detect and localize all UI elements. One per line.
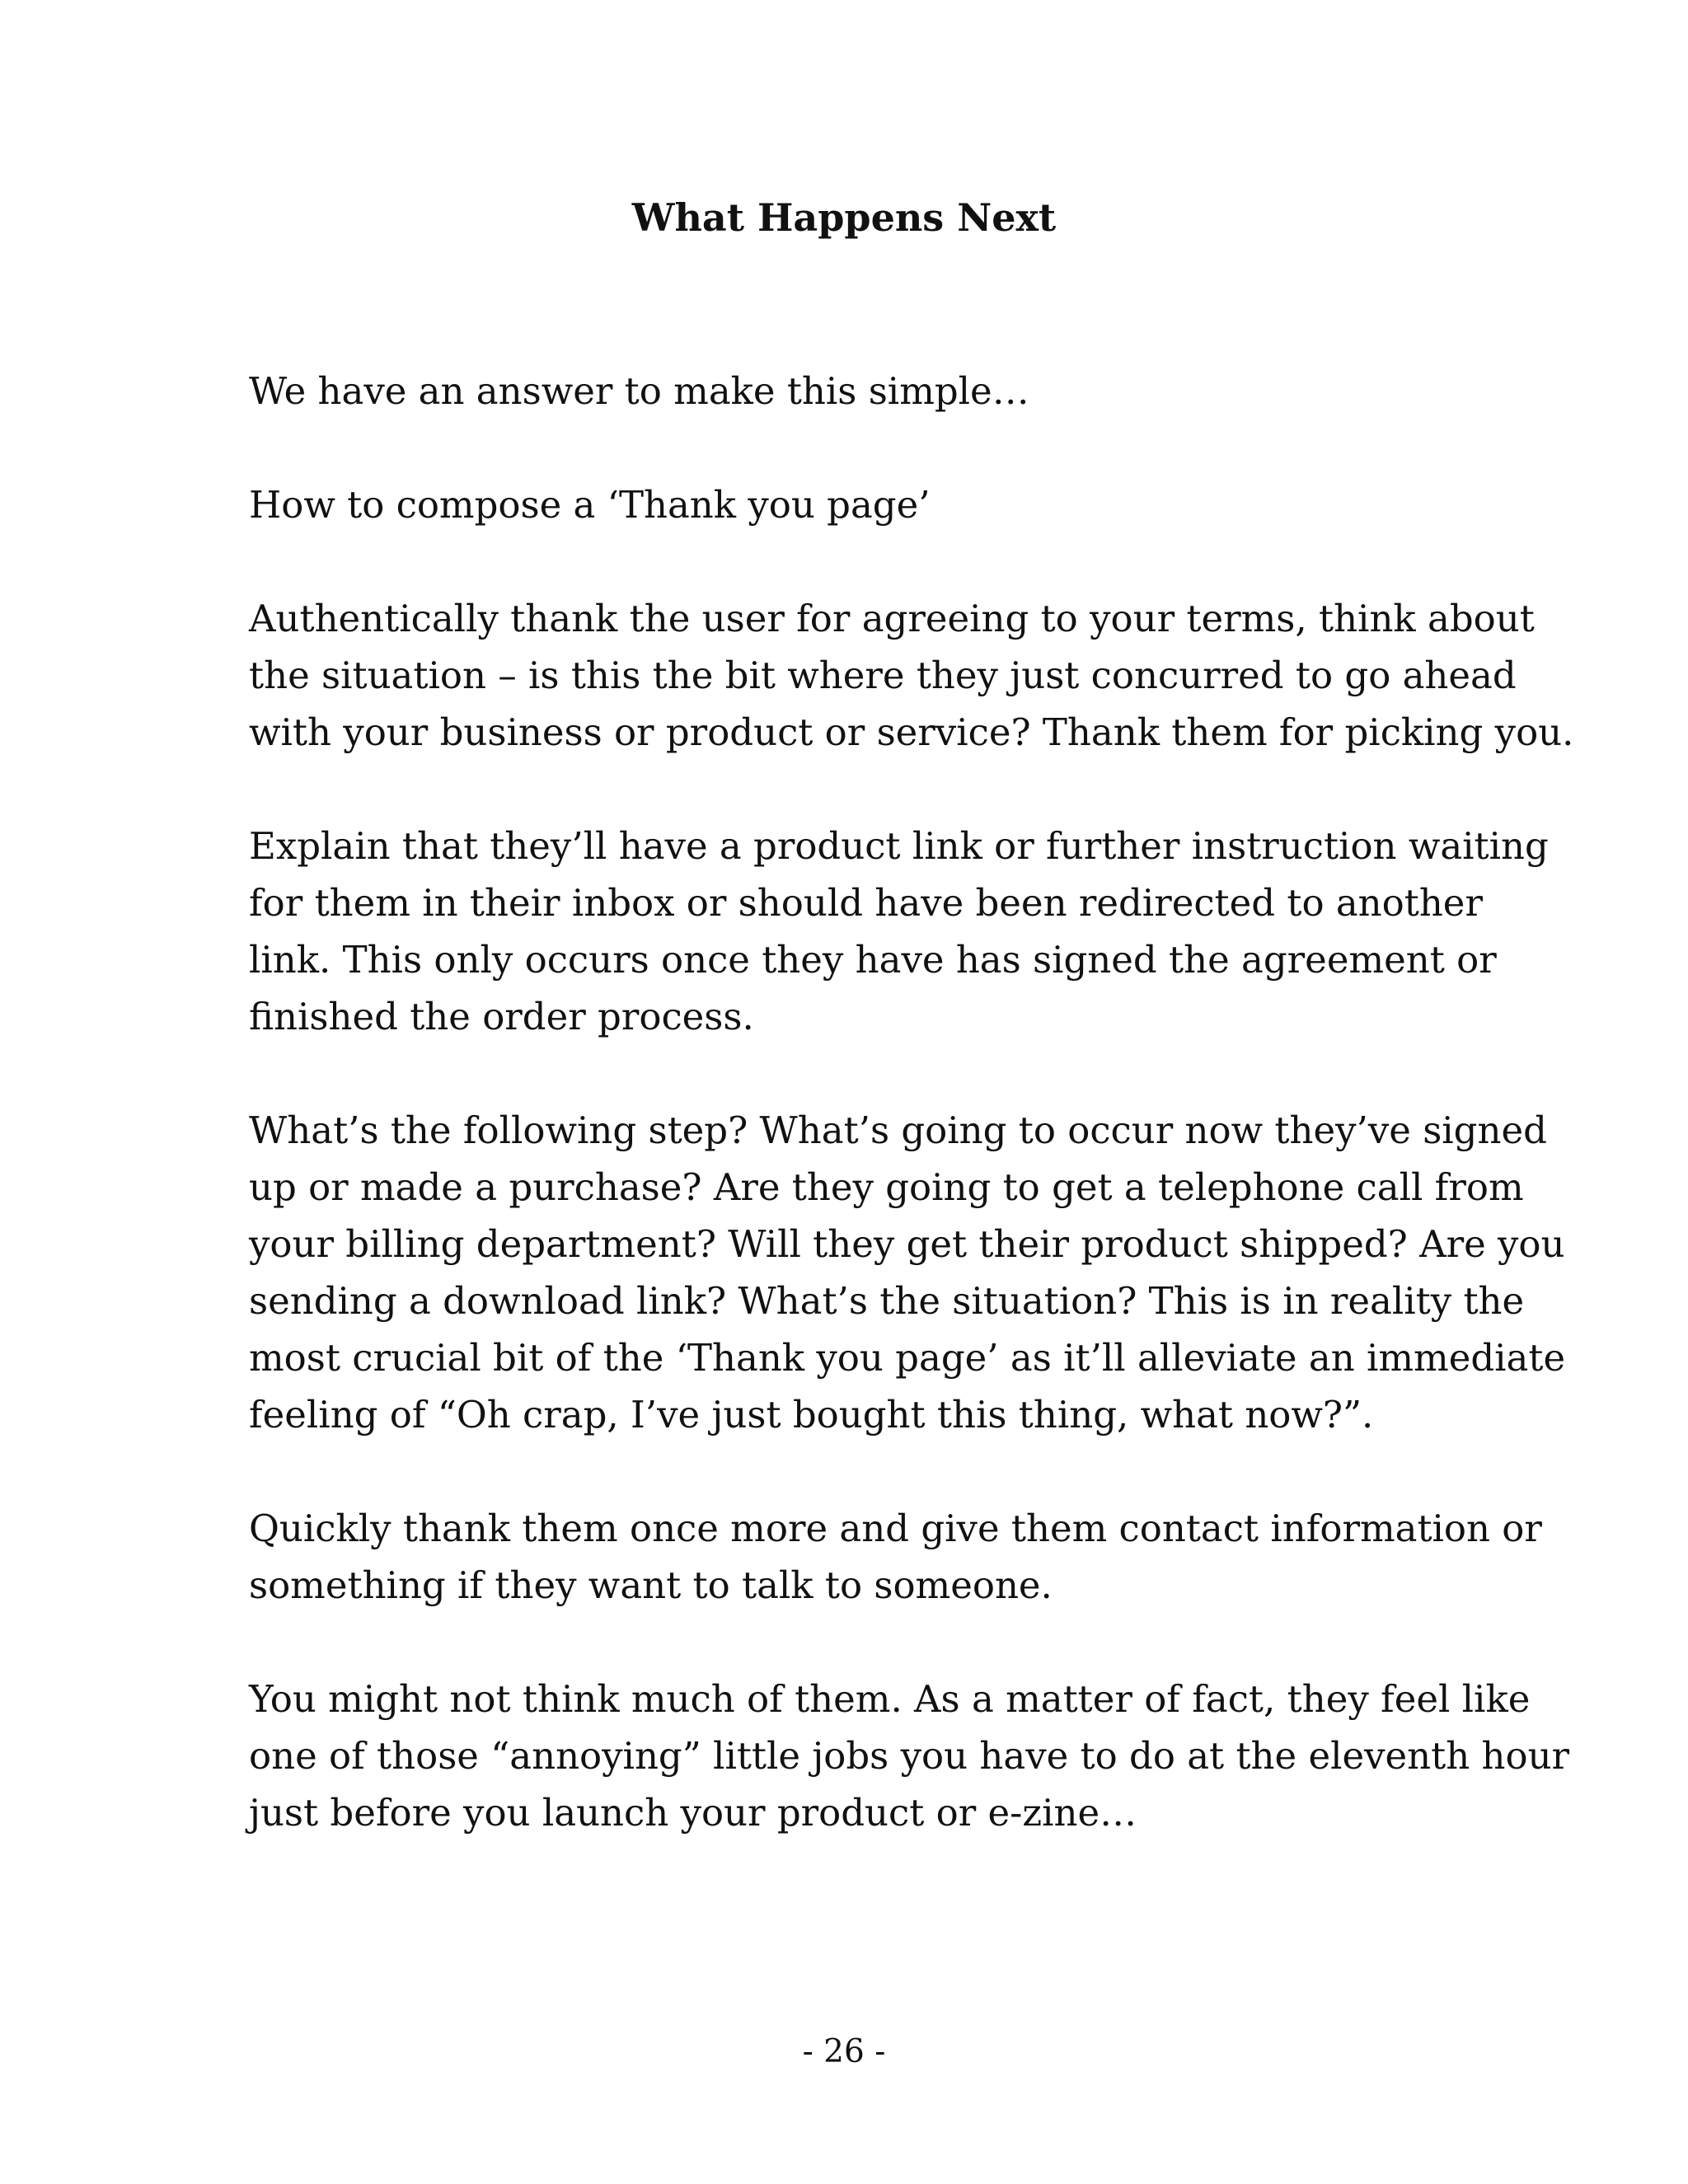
- text-line: link. This only occurs once they have has signed the agreement or: [249, 938, 1497, 982]
- text-line: Explain that they’ll have a product link or further instruction waiting: [249, 824, 1549, 868]
- paragraph: [249, 590, 1574, 761]
- paragraph: [249, 1102, 1566, 1443]
- page-number: - 26 -: [802, 2033, 886, 2070]
- text-line: How to compose a ‘Thank you page’: [249, 483, 931, 527]
- text-line: your billing department? Will they get their product shipped? Are you: [249, 1222, 1565, 1266]
- paragraph: [249, 476, 1485, 533]
- text-line: for them in their inbox or should have been redirected to another: [249, 881, 1483, 925]
- text-line: finished the order process.: [249, 995, 754, 1038]
- text-line: one of those “annoying” little jobs you have to do at the eleventh hour: [249, 1734, 1570, 1778]
- text-line: most crucial bit of the ‘Thank you page’ as it’ll alleviate an immediate: [249, 1336, 1566, 1380]
- text-line: feeling of “Oh crap, I’ve just bought this thing, what now?”.: [249, 1393, 1374, 1436]
- text-line: You might not think much of them. As a matter of fact, they feel like: [249, 1677, 1531, 1721]
- text-line: sending a download link? What’s the situation? This is in reality the: [249, 1279, 1525, 1323]
- paragraph: [249, 1500, 1542, 1614]
- text-line: with your business or product or service? Thank them for picking you.: [249, 710, 1574, 754]
- paragraph: [249, 818, 1549, 1045]
- text-line: Authentically thank the user for agreeing to your terms, think about: [249, 597, 1535, 640]
- text-line: the situation – is this the bit where they just concurred to go ahead: [249, 654, 1517, 697]
- paragraph: [249, 1671, 1570, 1841]
- text-line: up or made a purchase? Are they going to get a telephone call from: [249, 1165, 1524, 1209]
- text-line: just before you launch your product or e-zine…: [249, 1791, 1137, 1835]
- text-line: What’s the following step? What’s going to occur now they’ve signed: [249, 1108, 1547, 1152]
- text-line: Quickly thank them once more and give them contact information or: [249, 1507, 1542, 1550]
- text-line: something if they want to talk to someone.: [249, 1563, 1053, 1607]
- text-line: We have an answer to make this simple…: [249, 369, 1029, 413]
- page-heading: What Happens Next: [631, 195, 1057, 240]
- body-text: [249, 363, 1574, 1898]
- paragraph: [249, 363, 1485, 419]
